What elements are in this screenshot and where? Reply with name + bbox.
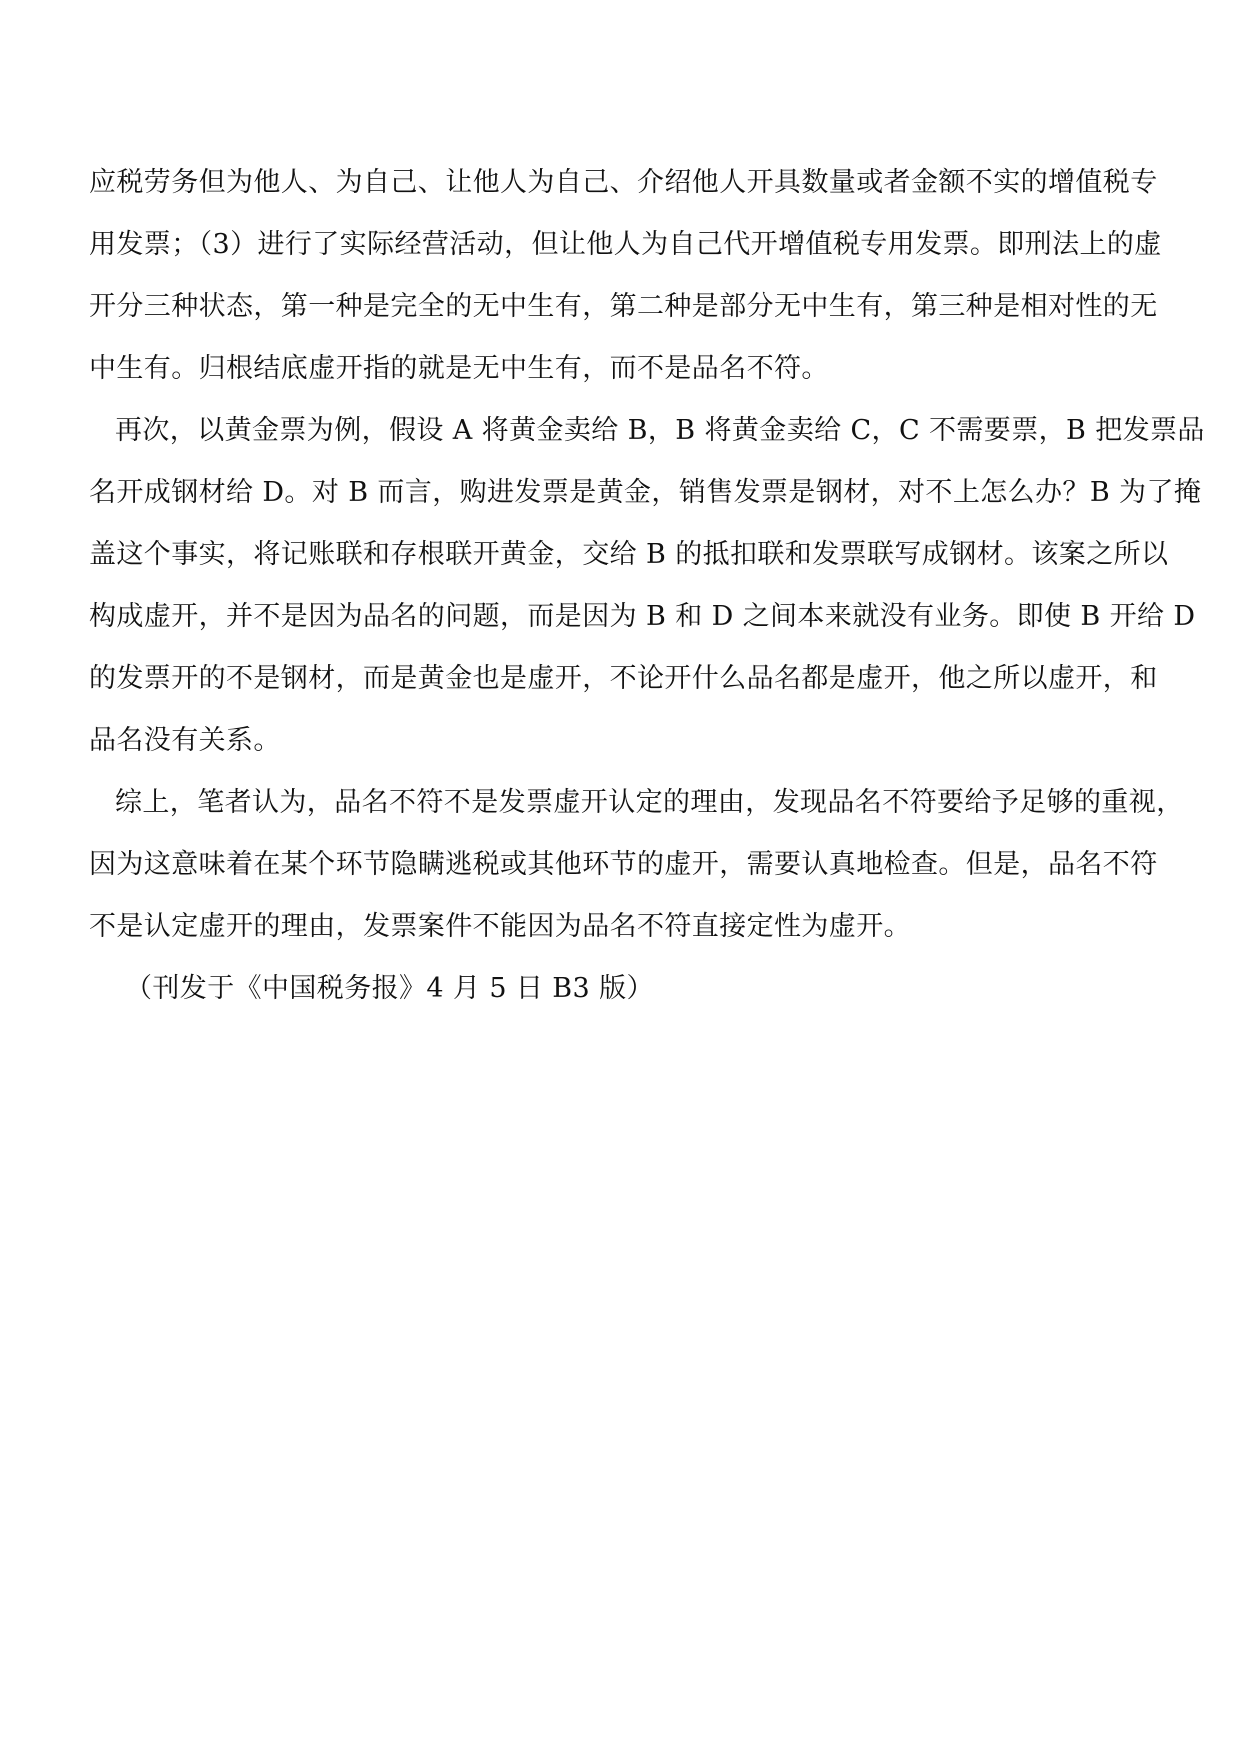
text-line: 盖这个事实，将记账联和存根联开黄金，交给 B 的抵扣联和发票联写成钢材。该案之所以: [89, 539, 1169, 570]
text-line: 中生有。归根结底虚开指的就是无中生有，而不是品名不符。: [89, 353, 829, 384]
text-line: 不是认定虚开的理由，发票案件不能因为品名不符直接定性为虚开。: [89, 911, 911, 942]
text-line: 开分三种状态，第一种是完全的无中生有，第二种是部分无中生有，第三种是相对性的无: [89, 291, 1158, 322]
source-note: [89, 958, 1169, 1020]
document-body: [89, 152, 1205, 1020]
text-line: 名开成钢材给 D。对 B 而言，购进发票是黄金，销售发票是钢材，对不上怎么办？B 为了掩: [89, 477, 1202, 508]
text-line: 再次，以黄金票为例，假设 A 将黄金卖给 B，B 将黄金卖给 C，C 不需要票，B 把发票品: [115, 415, 1205, 446]
text-line: 应税劳务但为他人、为自己、让他人为自己、介绍他人开具数量或者金额不实的增值税专: [89, 167, 1158, 198]
text-line: 构成虚开，并不是因为品名的问题，而是因为 B 和 D 之间本来就没有业务。即使 B 开给 D: [89, 601, 1196, 632]
text-line: 的发票开的不是钢材，而是黄金也是虚开，不论开什么品名都是虚开，他之所以虚开，和: [89, 663, 1158, 694]
paragraph-gold-invoice-example: [89, 400, 1205, 772]
paragraph-conclusion: [89, 772, 1184, 958]
text-line: 因为这意味着在某个环节隐瞒逃税或其他环节的虚开，需要认真地检查。但是，品名不符: [89, 849, 1158, 880]
text-line: 用发票；（3）进行了实际经营活动，但让他人为自己代开增值税专用发票。即刑法上的虚: [89, 229, 1162, 260]
source-note-text: （刊发于《中国税务报》4 月 5 日 B3 版）: [125, 973, 654, 1004]
paragraph-definition-of-false-invoicing: [89, 152, 1169, 400]
text-line: 综上，笔者认为，品名不符不是发票虚开认定的理由，发现品名不符要给予足够的重视，: [115, 787, 1184, 818]
text-line: 品名没有关系。: [89, 725, 281, 756]
